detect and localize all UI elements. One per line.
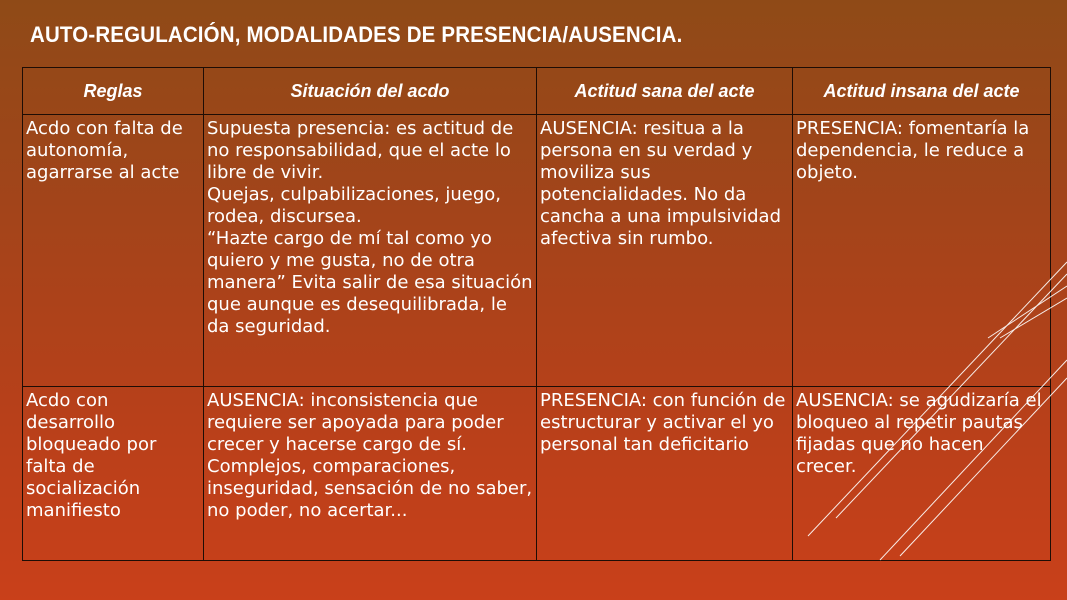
cell-reglas: Acdo con falta de autonomía, agarrarse al acte — [23, 115, 204, 387]
header-actitud-sana: Actitud sana del acte — [537, 68, 793, 115]
cell-actitud-sana: AUSENCIA: resitua a la persona en su verdad y moviliza sus potencialidades. No da cancha a una impulsividad afectiva sin rumbo. — [537, 115, 793, 387]
header-situacion: Situación del acdo — [204, 68, 537, 115]
cell-situacion: AUSENCIA: inconsistencia que requiere ser apoyada para poder crecer y hacerse cargo de sí. Complejos, comparaciones, inseguridad, sensación de no saber, no poder, no acertar... — [204, 387, 537, 561]
cell-situacion: Supuesta presencia: es actitud de no responsabilidad, que el acte lo libre de vivir. Quejas, culpabilizaciones, juego, rodea, discursea. “Hazte cargo de mí tal como yo quiero y me gusta, no de otra manera” Evita salir de esa situación que aunque es desequilibrada, le da seguridad. — [204, 115, 537, 387]
cell-actitud-insana: PRESENCIA: fomentaría la dependencia, le reduce a objeto. — [793, 115, 1051, 387]
cell-actitud-sana: PRESENCIA: con función de estructurar y activar el yo personal tan deficitario — [537, 387, 793, 561]
rules-table — [22, 67, 1051, 561]
cell-reglas: Acdo con desarrollo bloqueado por falta de socialización manifiesto — [23, 387, 204, 561]
header-reglas: Reglas — [23, 68, 204, 115]
table-header-row — [23, 68, 1051, 115]
table-row — [23, 115, 1051, 387]
slide-title: AUTO-REGULACIÓN, MODALIDADES DE PRESENCIA/AUSENCIA. — [30, 22, 683, 47]
table-row — [23, 387, 1051, 561]
header-actitud-insana: Actitud insana del acte — [793, 68, 1051, 115]
cell-actitud-insana: AUSENCIA: se agudizaría el bloqueo al repetir pautas fijadas que no hacen crecer. — [793, 387, 1051, 561]
